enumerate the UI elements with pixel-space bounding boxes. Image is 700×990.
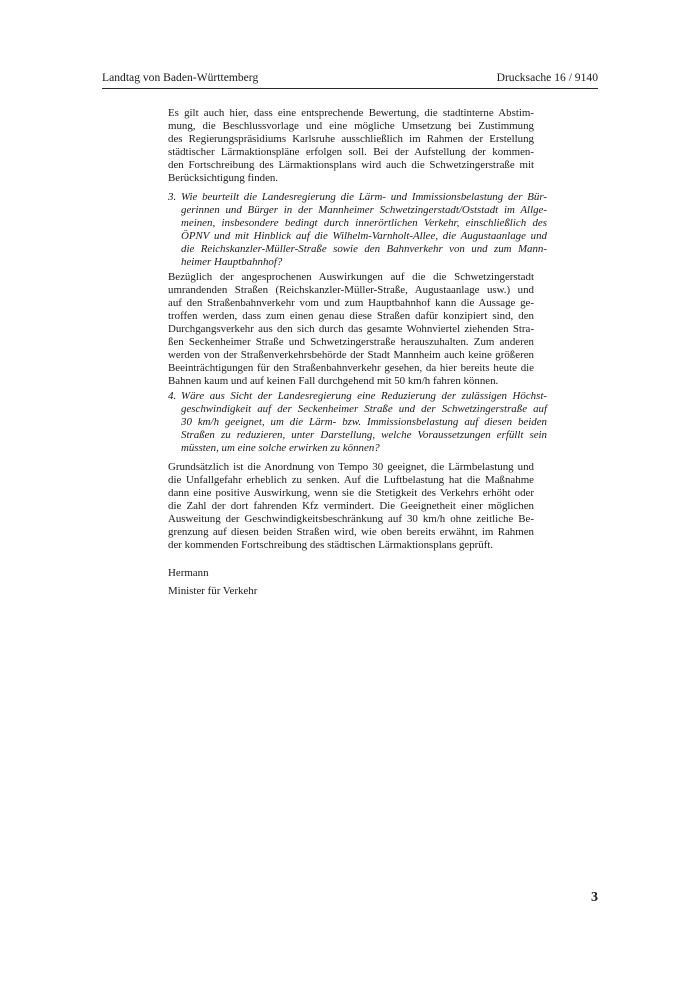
text-line: Beeinträchtigungen für den Straßenbahnverkehr gesehen, da hier bereits heute die <box>168 362 534 374</box>
answer-paragraph-2 <box>168 271 534 388</box>
text-line: ßen Seckenheimer Straße und Schwetzingerstraße herauszuhalten. Zum anderen <box>168 336 534 348</box>
text-line: meinen, insbesondere bedingt durch innerörtlichen Verkehr, einschließlich des <box>181 217 547 229</box>
signatory-name: Hermann <box>168 567 209 579</box>
text-line: umrandenden Straßen (Reichskanzler-Müller-Straße, Augustaanlage usw.) und <box>168 284 534 296</box>
text-line: 30 km/h geeignet, um die Lärm- bzw. Immissionsbelastung auf diesen beiden <box>181 416 547 428</box>
question-4 <box>168 390 547 455</box>
text-line: werden von der Straßenverkehrsbehörde der Stadt Mannheim auch keine größeren <box>168 349 534 361</box>
answer-paragraph-1 <box>168 107 534 185</box>
signatory-title: Minister für Verkehr <box>168 585 258 597</box>
text-line: der kommenden Fortschreibung des städtischen Lärmaktionsplans geprüft. <box>168 539 494 551</box>
text-line: müssten, um eine solche erwirken zu können? <box>181 442 380 454</box>
question-number: 3. <box>168 191 177 203</box>
text-line: auf den Straßenbahnverkehr vom und zum Hauptbahnhof kann die Aussage ge- <box>168 297 534 309</box>
text-line: troffen werden, dass zum einen genau diese Straßen dafür konzipiert sind, den <box>168 310 534 322</box>
text-line: grenzung auf diesen beiden Straßen wird, wie oben bereits erwähnt, im Rahmen <box>168 526 534 538</box>
text-line: den Fortschreibung des Lärmaktionsplans wird auch die Schwetzingerstraße mit <box>168 159 534 171</box>
answer-paragraph-3 <box>168 461 534 552</box>
text-line: städtischer Lärmaktionspläne erfolgen soll. Bei der Aufstellung der kommen- <box>168 146 534 158</box>
text-line: Berücksichtigung finden. <box>168 172 279 184</box>
text-line: ÖPNV und mit Hinblick auf die Wilhelm-Varnholt-Allee, die Augustaanlage und <box>181 230 547 242</box>
text-line: Durchgangsverkehr aus den sich durch das gesamte Wohnviertel ziehenden Stra- <box>168 323 534 335</box>
text-line: Grundsätzlich ist die Anordnung von Tempo 30 geeignet, die Lärmbelastung und <box>168 461 534 473</box>
text-line: die Zahl der dort fahrenden Kfz vermindert. Die Geeignetheit einer möglichen <box>168 500 534 512</box>
question-number: 4. <box>168 390 177 402</box>
text-line: geschwindigkeit auf der Seckenheimer Straße und der Schwetzingerstraße auf <box>181 403 547 415</box>
text-line: Straßen zu reduzieren, unter Darstellung, welche Voraussetzungen erfüllt sein <box>181 429 547 441</box>
text-line: Es gilt auch hier, dass eine entsprechende Bewertung, die stadtinterne Abstim- <box>168 107 534 119</box>
parliament-name: Landtag von Baden-Württemberg <box>102 71 259 84</box>
text-line: des Regierungspräsidiums Karlsruhe ausschließlich im Rahmen der Erstellung <box>168 133 534 145</box>
question-3 <box>168 191 547 269</box>
text-line: Wie beurteilt die Landesregierung die Lärm- und Immissionsbelastung der Bür- <box>181 191 547 203</box>
text-line: gerinnen und Bürger in der Mannheimer Schwetzingerstadt/Oststadt im Allge- <box>181 204 547 216</box>
text-line: dann eine positive Auswirkung, wenn sie die Stetigkeit des Verkehrs erhöht oder <box>168 487 534 499</box>
text-line: die Unfallgefahr erheblich zu senken. Auf die Luftbelastung hat die Maßnahme <box>168 474 534 486</box>
text-line: mung, die Beschlussvorlage und eine mögliche Umsetzung bei Zustimmung <box>168 120 534 132</box>
text-line: Ausweitung der Geschwindigkeitsbeschränkung auf 30 km/h ohne zeitliche Be- <box>168 513 534 525</box>
text-line: die Reichskanzler-Müller-Straße sowie den Bahnverkehr von und zum Mann- <box>181 243 547 255</box>
text-line: Bahnen kaum und auf keinen Fall durchgehend mit 50 km/h fahren können. <box>168 375 499 387</box>
document-number: Drucksache 16 / 9140 <box>496 71 598 84</box>
text-line: heimer Hauptbahnhof? <box>181 256 283 268</box>
page-number: 3 <box>591 890 598 905</box>
text-line: Bezüglich der angesprochenen Auswirkungen auf die die Schwetzingerstadt <box>168 271 534 283</box>
page-header <box>102 71 598 89</box>
text-line: Wäre aus Sicht der Landesregierung eine Reduzierung der zulässigen Höchst- <box>181 390 547 402</box>
